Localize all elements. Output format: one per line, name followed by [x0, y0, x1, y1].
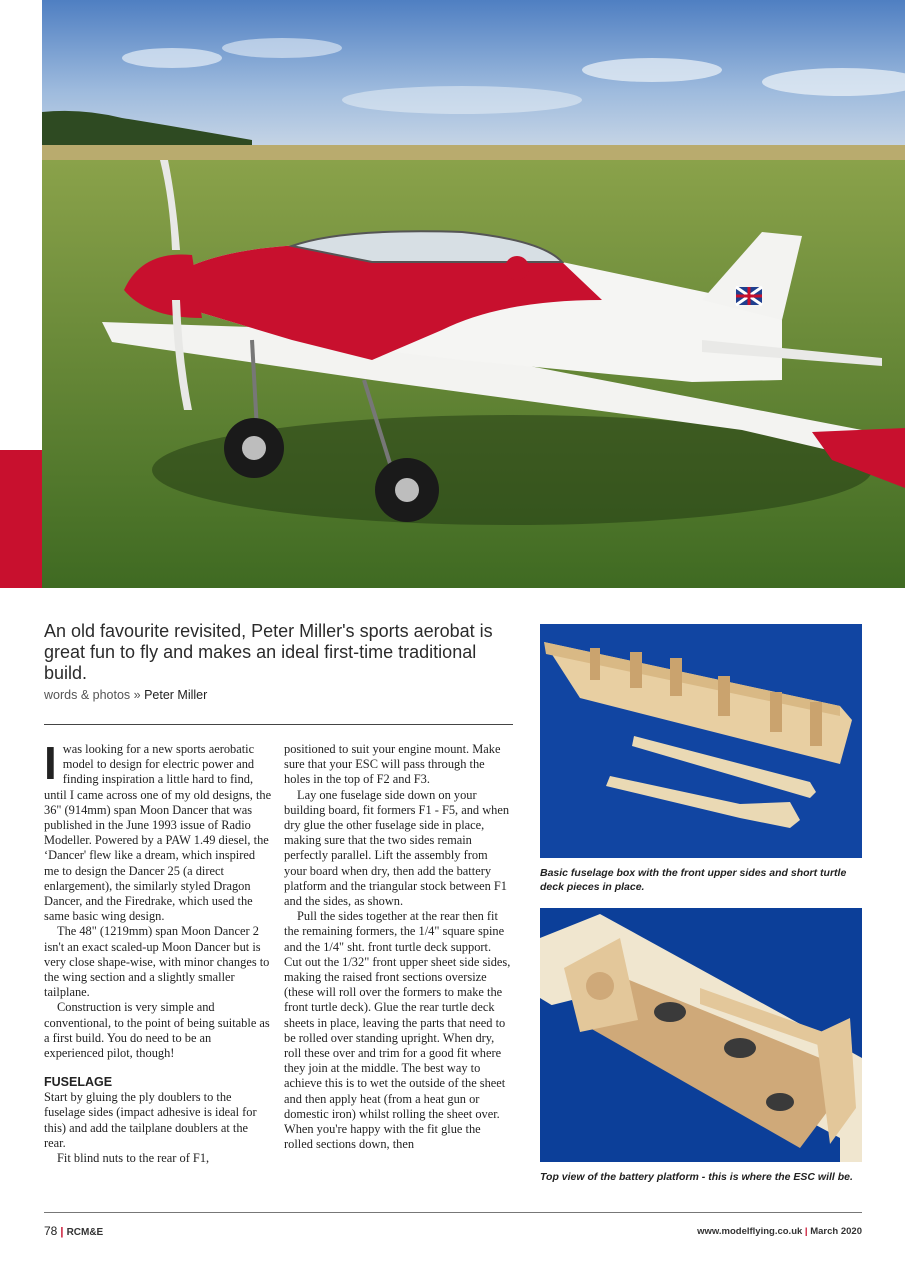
page-number: 78 — [44, 1224, 58, 1238]
article-paragraph — [44, 737, 272, 924]
article-paragraph: Fit blind nuts to the rear of F1, — [57, 1151, 210, 1166]
hero-photo — [42, 0, 905, 588]
footer-divider — [44, 1212, 862, 1213]
drop-cap: I — [44, 737, 57, 789]
photo-battery-platform — [540, 908, 862, 1162]
footer-right — [697, 1226, 862, 1237]
separator: | — [60, 1226, 64, 1238]
byline-author: Peter Miller — [144, 688, 208, 702]
section-heading: FUSELAGE — [44, 1075, 113, 1090]
photo-fuselage-box — [540, 624, 862, 858]
separator: | — [804, 1226, 808, 1237]
article-paragraph: Construction is very simple and conventional, to the point of being suitable as a first build. You do need to be an experienced pilot, though! — [44, 1000, 270, 1061]
byline — [44, 688, 207, 702]
battery-platform-illustration — [540, 908, 862, 1162]
article-paragraph: Lay one fuselage side down on your building board, fit formers F1 - F5, and when dry glue the other fuselage side in place, making sure that the two sides remain perfectly parallel. Lift the assembly from your board when dry, then add the battery platform and the triangular stock between F1 and the sides, as shown. — [284, 787, 510, 909]
photo-caption: Basic fuselage box with the front upper sides and short turtle deck pieces in place. — [540, 867, 847, 893]
footer-left — [44, 1224, 103, 1238]
article-paragraph: The 48" (1219mm) span Moon Dancer 2 isn't an exact scaled-up Moon Dancer but is very close shape-wise, with minor changes to the wing section and a slightly smaller tailplane. — [44, 924, 270, 1000]
website-url: www.modelflying.co.uk — [697, 1226, 803, 1237]
photo-caption: Top view of the battery platform - this is where the ESC will be. — [540, 1171, 853, 1183]
issue-date: March 2020 — [810, 1226, 862, 1237]
magazine-name: RCM&E — [66, 1227, 104, 1238]
article-paragraph: positioned to suit your engine mount. Make sure that your ESC will pass through the holes in the top of F2 and F3. — [284, 742, 501, 787]
article-column-2 — [284, 742, 512, 1152]
article-paragraph: Pull the sides together at the rear then fit the remaining formers, the 1/4" square spine and the 1/4" sht. front turtle deck support. Cut out the 1/32" front upper sheet side sides, making the raised front sections oversize (these will roll over the formers to make the front turtle deck). Glue the rear turtle deck sheets in place, leaving the parts that need to be rolled over standing upright. When dry, roll these over and trim for a good fit where they join at the middle. The best way to achieve this is to wet the outside of the sheet and then apply heat (from a heat gun or domestic iron) whilst rolling the sheet over. When you're happy with the fit glue the rolled sections down, then — [284, 909, 511, 1152]
divider — [44, 724, 513, 725]
red-accent-tab — [0, 450, 42, 588]
standfirst: An old favourite revisited, Peter Miller's sports aerobat is great fun to fly and makes an ideal first-time traditional build. — [44, 621, 493, 683]
article-paragraph: Start by gluing the ply doublers to the fuselage sides (impact adhesive is ideal for this) and add the tailplane doublers at the rear. — [44, 1090, 257, 1150]
aircraft-illustration — [42, 0, 905, 588]
article-column-1 — [44, 737, 272, 1166]
byline-prefix: words & photos » — [44, 688, 145, 702]
fuselage-box-illustration — [540, 624, 862, 858]
paragraph-text: was looking for a new sports aerobatic model to design for electric power and finding inspiration a little hard to find, until I came across one of my old designs, the 36" (914mm) span Moon Dancer that was published in the June 1993 issue of Radio Modeller. Powered by a PAW 1.49 diesel, the ‘Dancer' flew like a dream, which inspired me to design the Dancer 25 (a direct enlargement), the similarly styled Dragon Dancer, and the Firedrake, which used the same basic wing design. — [44, 742, 272, 924]
